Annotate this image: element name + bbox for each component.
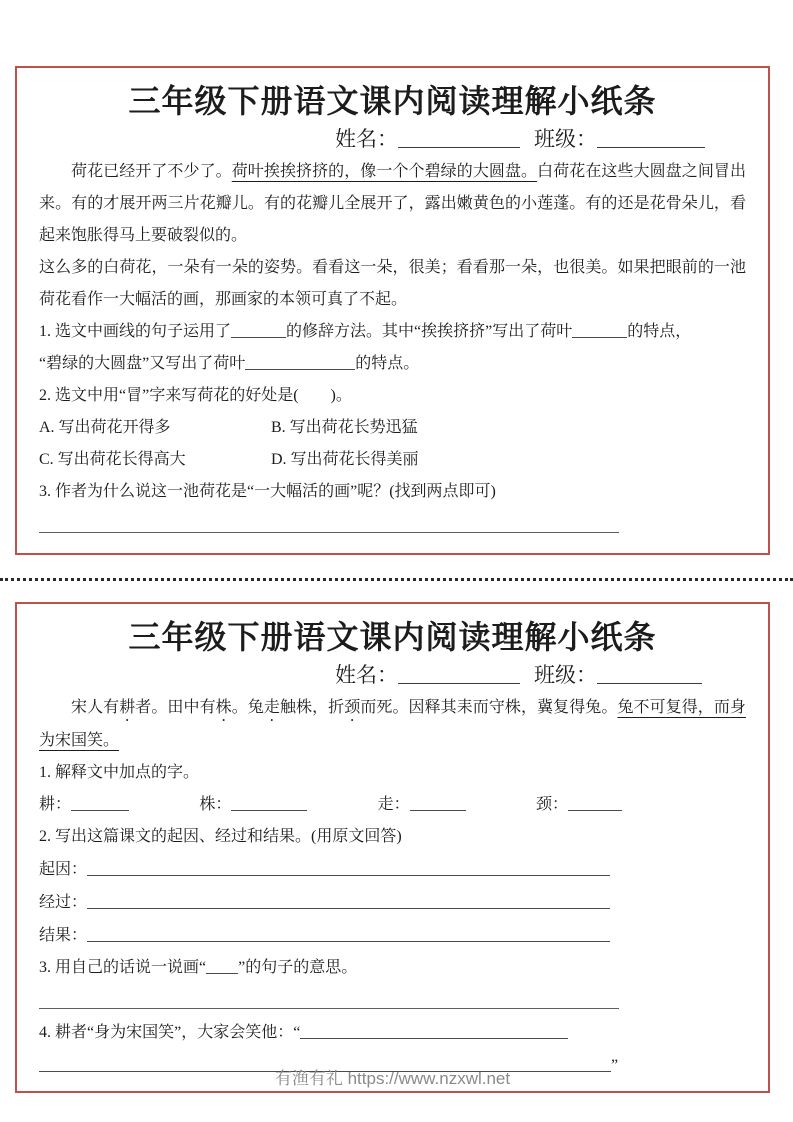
worksheet-title: 三年级下册语文课内阅读理解小纸条 xyxy=(128,619,657,655)
char-item xyxy=(199,789,307,821)
question-text: 1. 选文中画线的句子运用了 xyxy=(39,323,232,340)
passage-text: 触株，折 xyxy=(279,699,345,716)
option-b: B. 写出荷花长势迅猛 xyxy=(271,419,418,436)
class-label: 班级： xyxy=(534,663,597,687)
worksheet-card-1 xyxy=(15,66,770,555)
option-c: C. 写出荷花长得高大 xyxy=(39,451,186,468)
process-label: 经过： xyxy=(39,894,88,911)
answer-line xyxy=(39,1008,619,1009)
process-row xyxy=(39,886,746,919)
question-2: 2. 写出这篇课文的起因、经过和结果。(用原文回答) xyxy=(39,828,402,845)
cause-label: 起因： xyxy=(39,861,88,878)
answer-line xyxy=(39,532,619,533)
fill-in-blank xyxy=(410,795,466,811)
question-3 xyxy=(39,952,746,984)
passage-text: 。兔 xyxy=(231,699,264,716)
fill-in-blank xyxy=(87,893,610,909)
question-1 xyxy=(39,316,746,380)
question-2: 2. 选文中用“冒”字来写荷花的好处是( )。 xyxy=(39,387,352,404)
site-watermark: 有渔有礼 https://www.nzxwl.net xyxy=(274,1069,511,1088)
emphasized-char: 走 xyxy=(263,699,280,716)
passage-paragraph-2: 这么多的白荷花，一朵有一朵的姿势。看看这一朵，很美；看看那一朵，也很美。如果把眼前的一池荷花看作一大幅活的画，那画家的本领可真了不起。 xyxy=(39,259,746,308)
question-text: “碧绿的大圆盘”又写出了荷叶 xyxy=(39,355,246,372)
passage-paragraph xyxy=(39,692,746,757)
fill-in-blank xyxy=(71,795,129,811)
result-row xyxy=(39,919,746,952)
question-4 xyxy=(39,1017,746,1049)
char-label: 株： xyxy=(199,796,232,813)
emphasized-char: 颈 xyxy=(344,699,361,716)
question-text: 的特点， xyxy=(627,323,692,340)
name-blank-line xyxy=(398,668,520,684)
name-label: 姓名： xyxy=(335,127,398,151)
options-row-ab xyxy=(39,412,746,444)
emphasized-char: 株 xyxy=(215,699,232,716)
fill-in-blank xyxy=(206,958,238,974)
passage-paragraph-1 xyxy=(39,156,746,252)
char-definition-row xyxy=(39,789,622,821)
char-label: 耕： xyxy=(39,796,72,813)
question-text: 3. 用自己的话说一说画“ xyxy=(39,959,207,976)
char-label: 颈： xyxy=(535,796,568,813)
fill-in-blank xyxy=(245,354,355,370)
underlined-sentence: 荷叶挨挨挤挤的，像一个个碧绿的大圆盘。 xyxy=(231,163,538,180)
worksheet-card-2 xyxy=(15,602,770,1093)
char-item xyxy=(378,789,466,821)
fill-in-blank xyxy=(572,322,627,338)
question-text: 的特点。 xyxy=(355,355,420,372)
fill-in-blank xyxy=(231,322,286,338)
char-item xyxy=(39,789,129,821)
question-text: 的修辞方法。其中“挨挨挤挤”写出了荷叶 xyxy=(286,323,573,340)
name-blank-line xyxy=(398,132,520,148)
name-label: 姓名： xyxy=(335,663,398,687)
emphasized-char: 耕 xyxy=(119,699,136,716)
passage-text: 宋人有 xyxy=(71,699,120,716)
fill-in-blank xyxy=(300,1023,568,1039)
fill-in-blank xyxy=(87,926,610,942)
class-blank-line xyxy=(597,668,702,684)
passage-text: 白荷花在这些大圆盘之间冒出来。有的才展开两三片花瓣儿。有的花瓣儿全展开了，露出嫩黄色的小莲蓬。有的还是花骨朵儿，看起来饱胀得马上要破裂似的。 xyxy=(39,163,746,244)
underlined-sentence: 兔不可复得，而身为宋国笑。 xyxy=(39,699,746,749)
dotted-cut-line xyxy=(0,578,793,581)
char-item xyxy=(536,789,622,821)
result-label: 结果： xyxy=(39,927,88,944)
question-text: ”的句子的意思。 xyxy=(238,959,358,976)
class-label: 班级： xyxy=(534,127,597,151)
option-d: D. 写出荷花长得美丽 xyxy=(271,451,419,468)
name-class-row xyxy=(39,122,746,156)
fill-in-blank xyxy=(231,795,307,811)
char-label: 走： xyxy=(377,796,410,813)
cause-row xyxy=(39,853,746,886)
fill-in-blank xyxy=(568,795,622,811)
passage-text: 荷花已经开了不少了。 xyxy=(71,163,232,180)
option-a: A. 写出荷花开得多 xyxy=(39,419,171,436)
question-text: 4. 耕者“身为宋国笑”，大家会笑他：“ xyxy=(39,1024,301,1041)
options-row-cd xyxy=(39,444,746,476)
name-class-row xyxy=(39,658,746,692)
passage-text: 者。田中有 xyxy=(135,699,216,716)
question-3: 3. 作者为什么说这一池荷花是“一大幅活的画”呢？(找到两点即可) xyxy=(39,483,496,500)
closing-quote: ” xyxy=(611,1057,619,1074)
fill-in-blank xyxy=(87,860,610,876)
class-blank-line xyxy=(597,132,705,148)
passage-text: 而死。因释其耒而守株，冀复得兔。 xyxy=(360,699,618,716)
question-1: 1. 解释文中加点的字。 xyxy=(39,764,200,781)
worksheet-title: 三年级下册语文课内阅读理解小纸条 xyxy=(128,83,657,119)
